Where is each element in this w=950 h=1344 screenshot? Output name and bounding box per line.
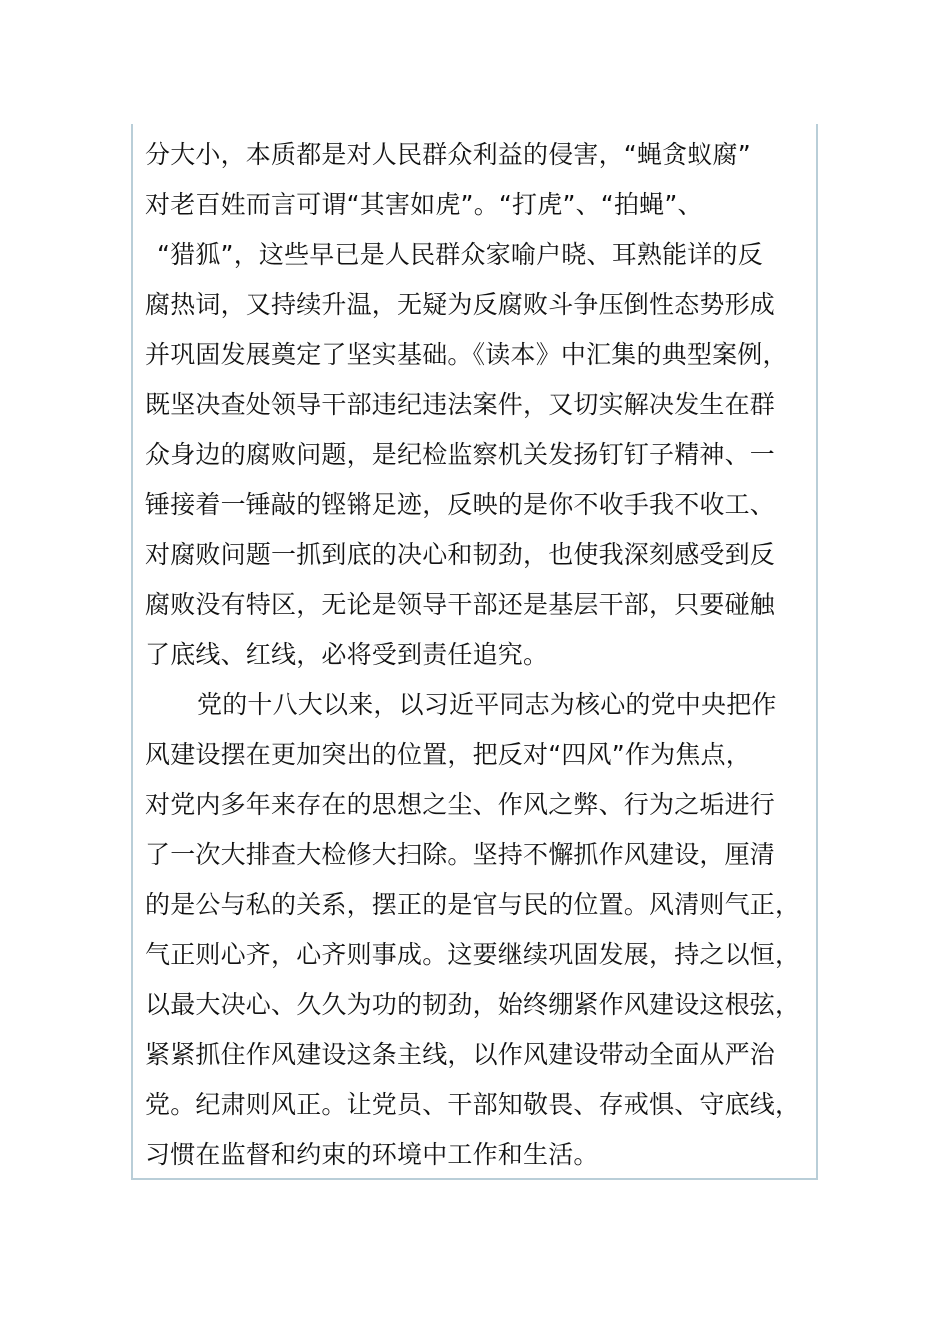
text-line: 对腐败问题一抓到底的决心和韧劲，也使我深刻感受到反 xyxy=(145,540,776,569)
paragraph-1 xyxy=(145,130,795,680)
text-line: 党的十八大以来，以习近平同志为核心的党中央把作 xyxy=(197,690,777,719)
text-line: 气正则心齐，心齐则事成。这要继续巩固发展，持之以恒， xyxy=(145,940,801,969)
text-line: 风建设摆在更加突出的位置，把反对“四风”作为焦点， xyxy=(145,740,751,769)
text-line: 并巩固发展奠定了坚实基础。《读本》中汇集的典型案例， xyxy=(145,340,788,369)
text-line: 腐败没有特区，无论是领导干部还是基层干部，只要碰触 xyxy=(145,590,776,619)
paragraph-2 xyxy=(145,680,801,1180)
text-line: 的是公与私的关系，摆正的是官与民的位置。风清则气正， xyxy=(145,890,801,919)
text-line: 以最大决心、久久为功的韧劲，始终绷紧作风建设这根弦， xyxy=(145,990,801,1019)
text-line: “猎狐”，这些早已是人民群众家喻户晓、耳熟能详的反 xyxy=(157,240,763,269)
text-line: 了一次大排查大检修大扫除。坚持不懈抓作风建设，厘清 xyxy=(145,840,776,869)
text-line: 众身边的腐败问题，是纪检监察机关发扬钉钉子精神、一 xyxy=(145,440,776,469)
text-line: 了底线、红线，必将受到责任追究。 xyxy=(145,640,549,669)
text-line: 对老百姓而言可谓“其害如虎”。“打虎”、“拍蝇”、 xyxy=(145,190,703,219)
text-line: 对党内多年来存在的思想之尘、作风之弊、行为之垢进行 xyxy=(145,790,776,819)
text-line: 腐热词，又持续升温，无疑为反腐败斗争压倒性态势形成 xyxy=(145,290,776,319)
text-line: 党。纪肃则风正。让党员、干部知敬畏、存戒惧、守底线， xyxy=(145,1090,801,1119)
text-line: 紧紧抓住作风建设这条主线，以作风建设带动全面从严治 xyxy=(145,1040,776,1069)
text-line: 分大小，本质都是对人民群众利益的侵害，“蝇贪蚁腐” xyxy=(145,140,751,169)
document-body xyxy=(145,130,801,1180)
text-line: 锤接着一锤敲的铿锵足迹，反映的是你不收手我不收工、 xyxy=(145,490,776,519)
text-line: 既坚决查处领导干部违纪违法案件，又切实解决发生在群 xyxy=(145,390,776,419)
text-line: 习惯在监督和约束的环境中工作和生活。 xyxy=(145,1140,599,1169)
